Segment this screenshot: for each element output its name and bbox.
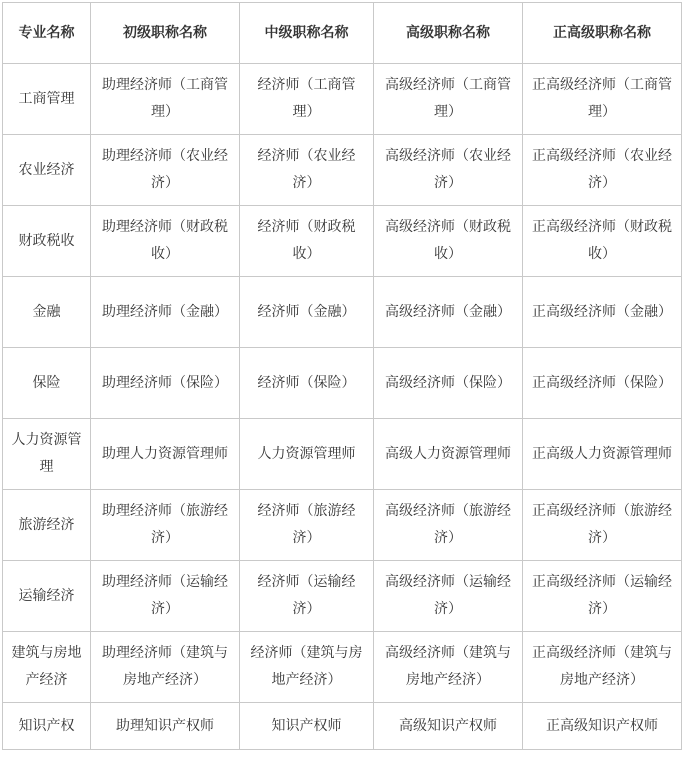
title-table bbox=[2, 2, 682, 750]
cell-junior: 助理人力资源管理师 bbox=[91, 419, 240, 490]
cell-intermediate: 经济师（工商管理） bbox=[240, 64, 374, 135]
cell-senior: 高级经济师（工商管理） bbox=[374, 64, 523, 135]
cell-intermediate: 经济师（运输经济） bbox=[240, 561, 374, 632]
cell-senior: 高级经济师（农业经济） bbox=[374, 135, 523, 206]
header-full-senior-title: 正高级职称名称 bbox=[523, 3, 682, 64]
cell-senior: 高级知识产权师 bbox=[374, 703, 523, 750]
table-row bbox=[3, 632, 682, 703]
table-row bbox=[3, 64, 682, 135]
cell-full-senior: 正高级人力资源管理师 bbox=[523, 419, 682, 490]
cell-senior: 高级经济师（金融） bbox=[374, 277, 523, 348]
cell-senior: 高级经济师（旅游经济） bbox=[374, 490, 523, 561]
cell-full-senior: 正高级经济师（旅游经济） bbox=[523, 490, 682, 561]
cell-senior: 高级经济师（建筑与房地产经济） bbox=[374, 632, 523, 703]
cell-intermediate: 经济师（财政税收） bbox=[240, 206, 374, 277]
table-row bbox=[3, 490, 682, 561]
header-row bbox=[3, 3, 682, 64]
cell-full-senior: 正高级经济师（金融） bbox=[523, 277, 682, 348]
header-senior-title: 高级职称名称 bbox=[374, 3, 523, 64]
cell-junior: 助理经济师（保险） bbox=[91, 348, 240, 419]
cell-full-senior: 正高级知识产权师 bbox=[523, 703, 682, 750]
cell-intermediate: 经济师（旅游经济） bbox=[240, 490, 374, 561]
cell-major: 财政税收 bbox=[3, 206, 91, 277]
cell-junior: 助理知识产权师 bbox=[91, 703, 240, 750]
cell-major: 旅游经济 bbox=[3, 490, 91, 561]
cell-major: 人力资源管理 bbox=[3, 419, 91, 490]
cell-junior: 助理经济师（工商管理） bbox=[91, 64, 240, 135]
cell-intermediate: 经济师（建筑与房地产经济） bbox=[240, 632, 374, 703]
cell-full-senior: 正高级经济师（保险） bbox=[523, 348, 682, 419]
cell-intermediate: 人力资源管理师 bbox=[240, 419, 374, 490]
cell-intermediate: 经济师（保险） bbox=[240, 348, 374, 419]
table-row bbox=[3, 277, 682, 348]
cell-major: 保险 bbox=[3, 348, 91, 419]
cell-senior: 高级经济师（运输经济） bbox=[374, 561, 523, 632]
table-row bbox=[3, 561, 682, 632]
cell-junior: 助理经济师（金融） bbox=[91, 277, 240, 348]
cell-junior: 助理经济师（旅游经济） bbox=[91, 490, 240, 561]
header-major: 专业名称 bbox=[3, 3, 91, 64]
cell-major: 金融 bbox=[3, 277, 91, 348]
cell-intermediate: 知识产权师 bbox=[240, 703, 374, 750]
cell-junior: 助理经济师（农业经济） bbox=[91, 135, 240, 206]
cell-major: 工商管理 bbox=[3, 64, 91, 135]
cell-junior: 助理经济师（财政税收） bbox=[91, 206, 240, 277]
table-row bbox=[3, 135, 682, 206]
cell-junior: 助理经济师（运输经济） bbox=[91, 561, 240, 632]
cell-full-senior: 正高级经济师（工商管理） bbox=[523, 64, 682, 135]
cell-major: 农业经济 bbox=[3, 135, 91, 206]
header-intermediate-title: 中级职称名称 bbox=[240, 3, 374, 64]
cell-senior: 高级人力资源管理师 bbox=[374, 419, 523, 490]
cell-intermediate: 经济师（金融） bbox=[240, 277, 374, 348]
cell-full-senior: 正高级经济师（运输经济） bbox=[523, 561, 682, 632]
cell-full-senior: 正高级经济师（农业经济） bbox=[523, 135, 682, 206]
cell-major: 知识产权 bbox=[3, 703, 91, 750]
table-row bbox=[3, 419, 682, 490]
cell-major: 运输经济 bbox=[3, 561, 91, 632]
cell-senior: 高级经济师（保险） bbox=[374, 348, 523, 419]
table-row bbox=[3, 703, 682, 750]
table-row bbox=[3, 348, 682, 419]
cell-intermediate: 经济师（农业经济） bbox=[240, 135, 374, 206]
cell-senior: 高级经济师（财政税收） bbox=[374, 206, 523, 277]
cell-junior: 助理经济师（建筑与房地产经济） bbox=[91, 632, 240, 703]
cell-full-senior: 正高级经济师（建筑与房地产经济） bbox=[523, 632, 682, 703]
table-row bbox=[3, 206, 682, 277]
cell-major: 建筑与房地产经济 bbox=[3, 632, 91, 703]
cell-full-senior: 正高级经济师（财政税收） bbox=[523, 206, 682, 277]
header-junior-title: 初级职称名称 bbox=[91, 3, 240, 64]
